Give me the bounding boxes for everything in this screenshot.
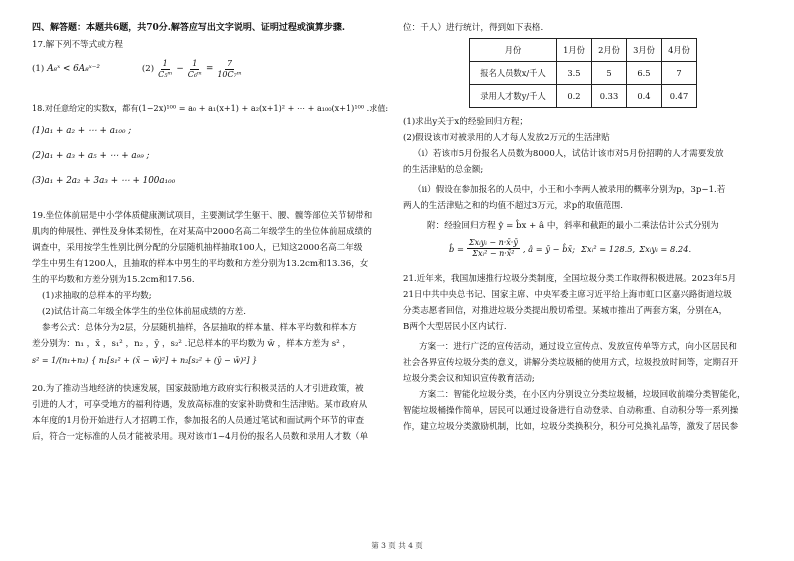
table-cell: 0.47 xyxy=(662,85,697,108)
q21-plan2-2: 智能垃圾桶操作简单，居民可以通过设备进行自动登录、自动称重、自动积分等一系列操 xyxy=(403,406,739,416)
q17-p1-expr: A₈ˣ < 6A₈ˣ⁻² xyxy=(47,64,100,74)
q20-line-2: 引进的人才，可享受地方的福利待遇，发放高标准的安家补助费和生活津贴。某市政府从 xyxy=(32,400,368,410)
q19-line-1: 19.坐位体前屈是中小学体质健康测试项目，主要测试学生躯干、腰、髋等部位关节韧带和 xyxy=(32,211,373,221)
q19-ref-b: 差分别为：n₁ ，x̄ ，s₁² ，n₂ ，ȳ ，s₂² .记总样本的平均数为 w̄ ，样本方差为 s² ， xyxy=(32,339,351,349)
q19-line-3: 调查中，采用按学生性别比例分配的分层随机抽样抽取100人，已知这2000名高二年级 xyxy=(32,243,363,253)
q17-p2-term2: $\frac{1}{\text{C₆ᵐ}}$ xyxy=(187,58,202,79)
q21-plan2-1: 方案二：智能化垃圾分类，在小区内分别设立分类垃圾桶，垃圾回收前端分类智能化， xyxy=(419,390,746,400)
q20-sub2-ii-b: 两人的生活津贴之和的均值不超过3万元，求p的取值范围. xyxy=(403,201,623,211)
q20-cont: 位：千人）进行统计，得到如下表格. xyxy=(403,23,544,33)
q18-p3: (3)a₁ + 2a₂ + 3a₃ + ⋯ + 100a₁₀₀ xyxy=(32,176,176,186)
q21-line-3: 分类志愿者回信，对推进垃圾分类提出殷切希望。某城市推出了两套方案，分别在A， xyxy=(403,306,728,316)
table-cell: 0.4 xyxy=(627,85,662,108)
q20-sub2-i-b: 的生活津贴的总金额; xyxy=(403,165,484,175)
q18-stem: 18.对任意给定的实数x，都有(1−2x)¹⁰⁰ = a₀ + a₁(x+1) + a₂(x+1)² + ⋯ + a₁₀₀(x+1)¹⁰⁰ .求值: xyxy=(32,103,389,113)
q20-block xyxy=(32,381,384,445)
q17-p1-label: (1) xyxy=(32,64,45,74)
table-header-cell: 4月份 xyxy=(662,39,697,62)
formula-sum1: Σxᵢ² = 128.5, xyxy=(581,243,636,254)
q18-p2: (2)a₁ + a₃ + a₅ + ⋯ + a₉₉ ; xyxy=(32,151,150,161)
q19-line-4: 学生中男生有1200人，且抽取的样本中男生的平均数和方差分别为13.2cm和13.36，女 xyxy=(32,259,369,269)
table-cell: 0.33 xyxy=(592,85,627,108)
q19-ref-formula: s² = 1/(n₁+n₂) { n₁[s₁² + (x̄ − w̄)²] + n₂[s₂² + (ȳ − w̄)²] } xyxy=(32,356,258,365)
q21-plan1-1: 方案一：进行广泛的宣传活动，通过设立宣传点、发放宣传单等方式，向小区居民和 xyxy=(419,342,737,352)
table-row xyxy=(470,62,697,85)
q21-plan2-3: 作，建立垃圾分类激励机制，比如，垃圾分类换积分，积分可兑换礼品等，激发了居民参 xyxy=(403,422,739,432)
q17-parts: (1) A₈ˣ < 6A₈ˣ⁻² (2) $\frac{1}{\text{C₅ᵐ}}$ − $\frac{1}{\text{C₆ᵐ}}$ = $\frac{7}{\text{10C₇ᵐ}}$ xyxy=(32,58,242,79)
q20-sub2: (2)假设该市对被录用的人才每人发放2万元的生活津贴 xyxy=(403,133,610,143)
q20-table xyxy=(469,38,697,108)
q19-ref-a: 参考公式：总体分为2层，分层随机抽样，各层抽取的样本量、样本平均数和样本方 xyxy=(42,323,357,333)
page-footer: 第 3 页 共 4 页 xyxy=(371,541,423,550)
q20-line-1: 20.为了推动当地经济的快速发展，国家鼓励地方政府实行积极灵活的人才引进政策，被 xyxy=(32,384,364,394)
table-cell: 录用人才数y/千人 xyxy=(470,85,557,108)
table-header-cell: 2月份 xyxy=(592,39,627,62)
table-cell: 6.5 xyxy=(627,62,662,85)
q20-sub2-i-a: （i）若该市5月份报名人员数为8000人，试估计该市对5月份招聘的人才需要发放 xyxy=(413,149,724,159)
table-header-cell: 1月份 xyxy=(557,39,592,62)
table-cell: 0.2 xyxy=(557,85,592,108)
q20-sub1: (1)求出y关于x的经验回归方程； xyxy=(403,117,529,127)
q17-p2-rhs: $\frac{7}{\text{10C₇ᵐ}}$ xyxy=(217,58,242,79)
table-cell: 3.5 xyxy=(557,62,592,85)
table-cell: 7 xyxy=(662,62,697,85)
formula-denominator: Σxᵢ² − n·x̄² xyxy=(472,249,515,258)
q20-line-3: 本年度的1月份开始进行人才招聘工作，参加报名的人员通过笔试和面试两个环节的审查 xyxy=(32,416,365,426)
q20-attach: 附：经验回归方程 ŷ = b̂x + â 中，斜率和截距的最小二乘法估计公式分别为 xyxy=(427,221,719,231)
q21-line-2: 21日中共中央总书记、国家主席、中央军委主席习近平给上海市虹口区嘉兴路街道垃圾 xyxy=(403,290,732,300)
q21-plan1-2: 社会各界宣传垃圾分类的意义，讲解分类垃圾桶的使用方式，垃圾投放时间等，定期召开 xyxy=(403,358,739,368)
q18-p1: (1)a₁ + a₂ + ⋯ + a₁₀₀ ; xyxy=(32,126,132,136)
q20-sub2-ii-a: （ii）假设在参加报名的人员中，小王和小李两人被录用的概率分别为p，3p−1.若 xyxy=(413,185,726,195)
q21-line-4: B两个大型居民小区内试行. xyxy=(403,322,507,332)
left-column xyxy=(32,22,389,445)
q19-line-5: 生的平均数和方差分别为15.2cm和17.56. xyxy=(32,275,195,285)
q20-formula xyxy=(449,238,759,259)
formula-fraction xyxy=(467,238,520,259)
q19-block xyxy=(32,208,384,367)
q21-block xyxy=(403,271,759,435)
q20-line-4: 后，符合一定标准的人员才能被录用。现对该市1~4月份的报名人员数和录用人才数（单 xyxy=(32,432,369,442)
formula-bhat: b̂ = xyxy=(449,243,464,254)
table-cell: 报名人员数x/千人 xyxy=(470,62,557,85)
q19-sub1: (1)求抽取的总样本的平均数; xyxy=(42,291,152,301)
formula-ahat: , â = ȳ − b̂x̄; xyxy=(522,243,576,254)
formula-sum2: Σxᵢyᵢ = 8.24. xyxy=(639,243,692,254)
q17-p2-label: (2) xyxy=(141,64,155,74)
q17-stem: 17.解下列不等式或方程 xyxy=(32,40,124,50)
q19-sub2: (2)试估计高二年级全体学生的坐位体前屈成绩的方差. xyxy=(42,307,246,317)
q21-plan1-3: 垃圾分类会议和知识宣传教育活动; xyxy=(403,374,535,384)
table-header-row xyxy=(470,39,697,62)
table-cell: 5 xyxy=(592,62,627,85)
q21-line-1: 21.近年来，我国加速推行垃圾分类制度，全国垃圾分类工作取得积极进展。2023年5月 xyxy=(403,274,737,284)
q17-p2-term1: $\frac{1}{\text{C₅ᵐ}}$ xyxy=(158,58,173,79)
table-header-cell: 月份 xyxy=(470,39,557,62)
section-title: 四、解答题：本题共6题，共70分.解答应写出文字说明、证明过程或演算步骤. xyxy=(32,23,346,33)
right-column xyxy=(403,22,759,435)
q19-line-2: 肌肉的伸展性、弹性及身体柔韧性，在对某高中2000名高二年级学生的坐位体前屈成绩的 xyxy=(32,227,372,237)
formula-numerator: Σxᵢyᵢ − n·x̄·ȳ xyxy=(468,238,518,247)
table-row xyxy=(470,85,697,108)
table-header-cell: 3月份 xyxy=(627,39,662,62)
